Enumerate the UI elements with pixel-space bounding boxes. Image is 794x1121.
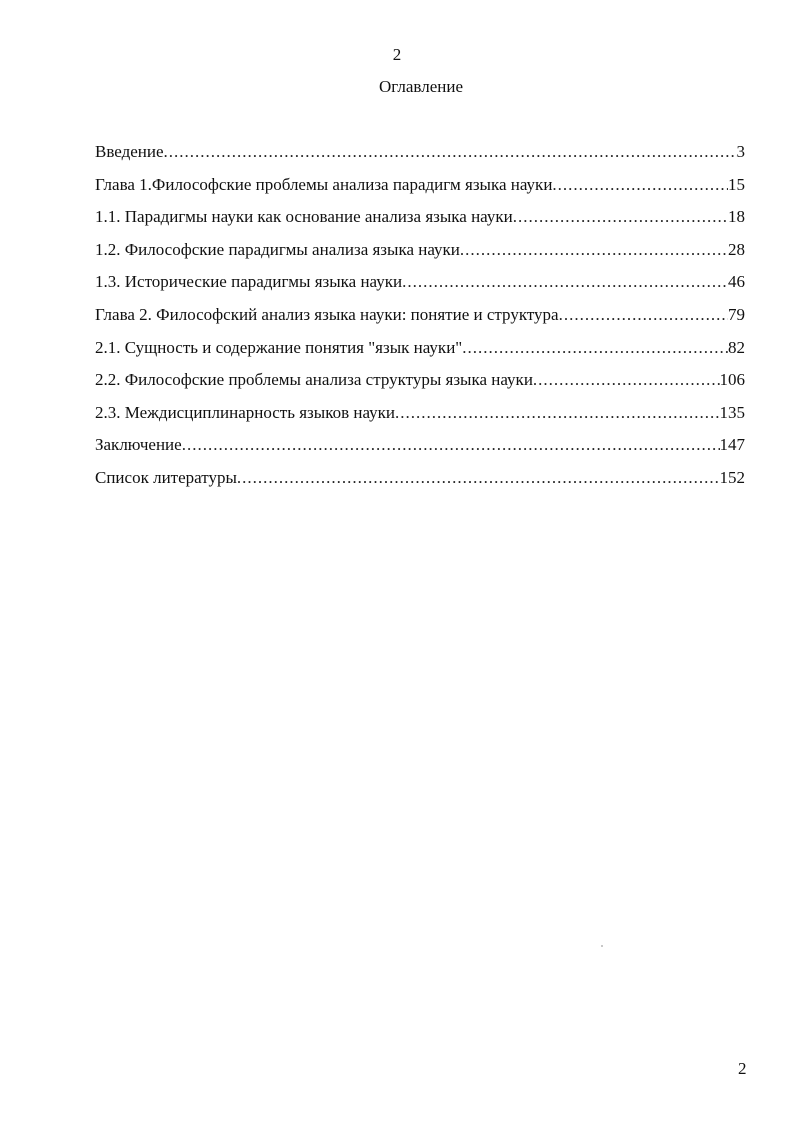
toc-entry-page: 106 — [719, 370, 745, 390]
toc-entry-page: 82 — [728, 337, 745, 357]
toc-entry-label: 2.3. Междисциплинарность языков науки — [95, 402, 396, 422]
toc-entry-label: 1.3. Исторические парадигмы языка науки — [95, 272, 403, 292]
toc-entry-section-2-1[interactable] — [95, 336, 745, 369]
dot-leader — [237, 466, 720, 490]
toc-entry-label: Глава 1.Философские проблемы анализа парадигм языка науки — [95, 174, 553, 194]
toc-entry-bibliography[interactable] — [95, 466, 745, 499]
toc-entry-introduction[interactable] — [95, 140, 745, 173]
dot-leader — [460, 238, 728, 262]
dot-leader — [402, 270, 728, 294]
toc-entry-label: 1.2. Философские парадигмы анализа языка науки — [95, 239, 460, 259]
toc-entry-label: 2.1. Сущность и содержание понятия "язык науки" — [95, 337, 463, 357]
dot-leader — [513, 205, 728, 229]
toc-entry-page: 152 — [719, 467, 745, 487]
toc-entry-label: Введение — [95, 142, 164, 161]
toc-entry-label: Глава 2. Философский анализ языка науки: понятие и структура — [95, 304, 559, 324]
dot-leader — [395, 401, 719, 425]
toc-entry-page: 18 — [728, 207, 745, 227]
toc-entry-label: Список литературы — [95, 467, 237, 487]
dot-leader — [164, 140, 737, 164]
toc-entry-page: 135 — [719, 402, 745, 422]
toc-entry-page: 15 — [728, 174, 745, 194]
dot-leader — [533, 368, 720, 392]
toc-entry-label: 1.1. Парадигмы науки как основание анализа языка науки — [95, 207, 513, 227]
toc-entry-page: 28 — [728, 239, 745, 259]
toc-entry-page: 79 — [728, 304, 745, 324]
dot-leader — [552, 173, 728, 197]
toc-entry-section-2-3[interactable] — [95, 401, 745, 434]
toc-title: Оглавление — [379, 77, 463, 96]
page-number-top: 2 — [392, 45, 402, 64]
toc-entry-section-1-3[interactable] — [95, 270, 745, 303]
toc-entry-section-1-1[interactable] — [95, 205, 745, 238]
toc-entry-page: 147 — [719, 435, 745, 455]
dot-leader — [462, 336, 728, 360]
toc-entry-page: 3 — [736, 142, 745, 161]
scan-speck — [601, 945, 603, 947]
page-number-bottom: 2 — [738, 1059, 747, 1078]
toc-entry-conclusion[interactable] — [95, 433, 745, 466]
dot-leader — [182, 433, 720, 457]
toc-entry-chapter-1[interactable] — [95, 173, 745, 206]
toc-entry-section-1-2[interactable] — [95, 238, 745, 271]
toc-entry-page: 46 — [728, 272, 745, 292]
dot-leader — [559, 303, 728, 327]
toc-entry-label: Заключение — [95, 435, 182, 455]
toc-entry-chapter-2[interactable] — [95, 303, 745, 336]
table-of-contents — [95, 140, 745, 499]
toc-entry-section-2-2[interactable] — [95, 368, 745, 401]
toc-entry-label: 2.2. Философские проблемы анализа структуры языка науки — [95, 370, 533, 390]
